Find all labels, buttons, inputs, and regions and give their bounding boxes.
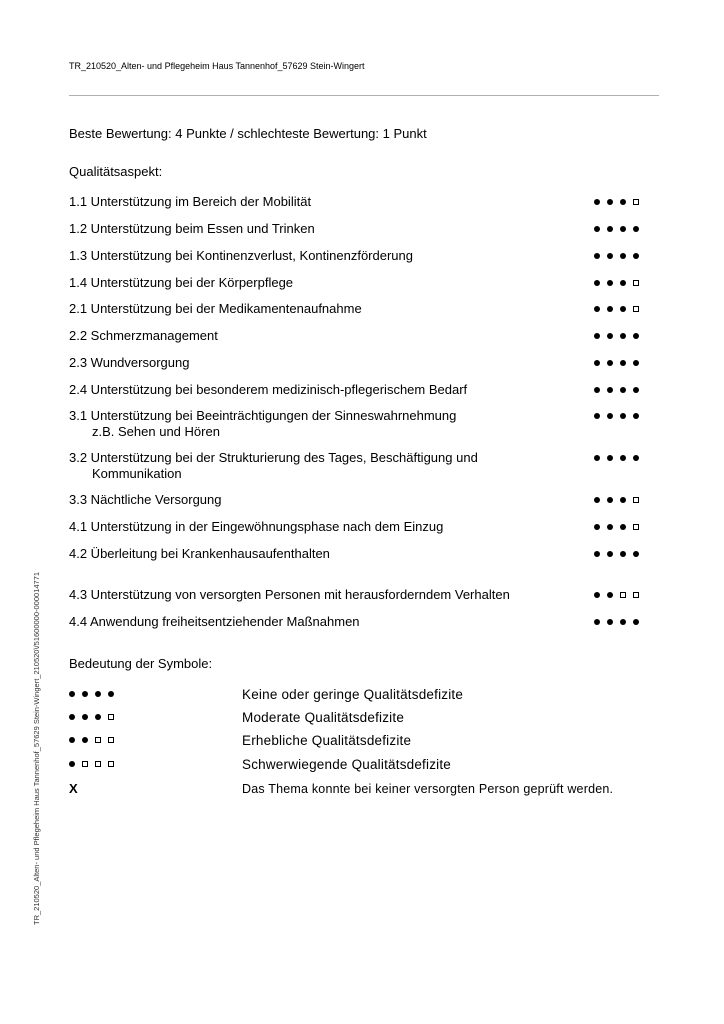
filled-dot-icon [607, 360, 613, 366]
filled-dot-icon [633, 551, 639, 557]
filled-dot-icon [607, 199, 613, 205]
filled-dot-icon [594, 306, 600, 312]
filled-dot-icon [594, 280, 600, 286]
quality-aspect-row [69, 221, 645, 237]
aspect-label: 4.3 Unterstützung von versorgten Personen mit herausforderndem Verhalten [69, 587, 510, 602]
legend-text: Schwerwiegende Qualitätsdefizite [242, 757, 452, 772]
filled-dot-icon [620, 280, 626, 286]
quality-aspect-row [69, 355, 645, 371]
aspect-label: 1.3 Unterstützung bei Kontinenzverlust, Kontinenzförderung [69, 248, 413, 263]
filled-dot-icon [633, 333, 639, 339]
filled-dot-icon [633, 387, 639, 393]
empty-square-icon [82, 761, 88, 767]
filled-dot-icon [594, 360, 600, 366]
rating-symbols [69, 714, 114, 720]
legend-row [69, 756, 669, 774]
rating-symbols [594, 275, 639, 291]
empty-square-icon [633, 592, 639, 598]
filled-dot-icon [82, 691, 88, 697]
aspect-label: 1.4 Unterstützung bei der Körperpflege [69, 275, 294, 290]
filled-dot-icon [594, 199, 600, 205]
document-header: TR_210520_Alten- und Pflegeheim Haus Tannenhof_57629 Stein-Wingert [69, 61, 365, 71]
rating-symbols [594, 355, 639, 371]
filled-dot-icon [594, 253, 600, 259]
aspect-label: 4.2 Überleitung bei Krankenhausaufenthalten [69, 546, 330, 561]
filled-dot-icon [69, 737, 75, 743]
filled-dot-icon [607, 592, 613, 598]
filled-dot-icon [594, 413, 600, 419]
aspect-label: 2.1 Unterstützung bei der Medikamentenaufnahme [69, 301, 362, 316]
legend-row [69, 732, 669, 750]
legend-row [69, 686, 669, 704]
aspect-label: 1.1 Unterstützung im Bereich der Mobilität [69, 194, 312, 209]
empty-square-icon [633, 306, 639, 312]
rating-symbols [594, 614, 639, 630]
quality-aspect-row [69, 519, 645, 535]
rating-symbols [594, 546, 639, 562]
rating-scale-text: Beste Bewertung: 4 Punkte / schlechteste Bewertung: 1 Punkt [69, 126, 427, 141]
aspect-label-continuation: z.B. Sehen und Hören [92, 424, 220, 439]
aspect-label: 2.3 Wundversorgung [69, 355, 190, 370]
aspect-label: 4.1 Unterstützung in der Eingewöhnungsphase nach dem Einzug [69, 519, 444, 534]
quality-aspect-row [69, 587, 645, 603]
legend-text: Das Thema konnte bei keiner versorgten Person geprüft werden. [242, 782, 614, 796]
filled-dot-icon [633, 619, 639, 625]
filled-dot-icon [633, 253, 639, 259]
quality-aspect-row [69, 194, 645, 210]
filled-dot-icon [594, 387, 600, 393]
rating-symbols [69, 691, 114, 697]
aspect-label: 3.1 Unterstützung bei Beeinträchtigungen der Sinneswahrnehmung [69, 408, 457, 423]
rating-symbols [594, 248, 639, 264]
quality-aspect-row [69, 450, 645, 482]
filled-dot-icon [594, 619, 600, 625]
rating-symbols [69, 737, 114, 743]
filled-dot-icon [607, 333, 613, 339]
filled-dot-icon [95, 714, 101, 720]
legend-text: Erhebliche Qualitätsdefizite [242, 733, 412, 748]
header-divider [69, 95, 659, 96]
filled-dot-icon [607, 306, 613, 312]
quality-aspect-row [69, 492, 645, 508]
filled-dot-icon [620, 455, 626, 461]
rating-symbols [594, 492, 639, 508]
empty-square-icon [633, 524, 639, 530]
rating-symbols [594, 301, 639, 317]
empty-square-icon [633, 497, 639, 503]
x-symbol: X [69, 781, 78, 796]
quality-aspect-heading: Qualitätsaspekt: [69, 164, 163, 179]
quality-aspect-row [69, 382, 645, 398]
empty-square-icon [108, 714, 114, 720]
filled-dot-icon [620, 551, 626, 557]
filled-dot-icon [594, 226, 600, 232]
aspect-label-continuation: Kommunikation [92, 466, 182, 481]
filled-dot-icon [607, 455, 613, 461]
filled-dot-icon [108, 691, 114, 697]
side-reference-note: TR_210520_Alten- und Pflegeheim Haus Tannenhof_57629 Stein-Wingert_210520\/51600000-000014771 [32, 571, 41, 925]
rating-symbols [594, 519, 639, 535]
filled-dot-icon [620, 199, 626, 205]
quality-aspect-row [69, 614, 645, 630]
filled-dot-icon [69, 714, 75, 720]
empty-square-icon [108, 737, 114, 743]
filled-dot-icon [594, 592, 600, 598]
filled-dot-icon [633, 413, 639, 419]
empty-square-icon [95, 761, 101, 767]
empty-square-icon [620, 592, 626, 598]
quality-aspect-row [69, 546, 645, 562]
aspect-label: 3.2 Unterstützung bei der Strukturierung des Tages, Beschäftigung und [69, 450, 478, 465]
filled-dot-icon [633, 226, 639, 232]
quality-aspect-row [69, 408, 645, 440]
filled-dot-icon [607, 280, 613, 286]
filled-dot-icon [633, 455, 639, 461]
filled-dot-icon [69, 691, 75, 697]
legend-heading: Bedeutung der Symbole: [69, 656, 213, 671]
legend-text: Moderate Qualitätsdefizite [242, 710, 405, 725]
filled-dot-icon [620, 413, 626, 419]
legend-row-not-tested [69, 780, 669, 798]
aspect-label: 2.4 Unterstützung bei besonderem medizinisch-pflegerischem Bedarf [69, 382, 468, 397]
filled-dot-icon [82, 714, 88, 720]
filled-dot-icon [620, 524, 626, 530]
filled-dot-icon [594, 497, 600, 503]
empty-square-icon [108, 761, 114, 767]
filled-dot-icon [607, 551, 613, 557]
filled-dot-icon [620, 497, 626, 503]
rating-symbols [594, 194, 639, 210]
filled-dot-icon [607, 387, 613, 393]
filled-dot-icon [607, 524, 613, 530]
filled-dot-icon [607, 226, 613, 232]
legend-row [69, 709, 669, 727]
quality-aspect-row [69, 328, 645, 344]
aspect-label: 4.4 Anwendung freiheitsentziehender Maßnahmen [69, 614, 360, 629]
filled-dot-icon [607, 253, 613, 259]
filled-dot-icon [594, 455, 600, 461]
filled-dot-icon [607, 413, 613, 419]
filled-dot-icon [69, 761, 75, 767]
quality-aspect-row [69, 248, 645, 264]
rating-symbols [594, 587, 639, 603]
rating-symbols [594, 408, 639, 424]
filled-dot-icon [620, 306, 626, 312]
filled-dot-icon [95, 691, 101, 697]
filled-dot-icon [594, 524, 600, 530]
rating-symbols [594, 221, 639, 237]
filled-dot-icon [620, 360, 626, 366]
rating-symbols [594, 382, 639, 398]
legend-text: Keine oder geringe Qualitätsdefizite [242, 687, 464, 702]
filled-dot-icon [620, 253, 626, 259]
empty-square-icon [95, 737, 101, 743]
filled-dot-icon [594, 333, 600, 339]
quality-aspect-row [69, 301, 645, 317]
filled-dot-icon [607, 497, 613, 503]
empty-square-icon [633, 199, 639, 205]
empty-square-icon [633, 280, 639, 286]
filled-dot-icon [633, 360, 639, 366]
aspect-label: 3.3 Nächtliche Versorgung [69, 492, 222, 507]
aspect-label: 1.2 Unterstützung beim Essen und Trinken [69, 221, 315, 236]
aspect-label: 2.2 Schmerzmanagement [69, 328, 218, 343]
filled-dot-icon [620, 619, 626, 625]
rating-symbols [594, 328, 639, 344]
filled-dot-icon [82, 737, 88, 743]
filled-dot-icon [594, 551, 600, 557]
quality-aspect-row [69, 275, 645, 291]
filled-dot-icon [620, 387, 626, 393]
rating-symbols [594, 450, 639, 466]
filled-dot-icon [620, 226, 626, 232]
rating-symbols [69, 761, 114, 767]
filled-dot-icon [620, 333, 626, 339]
filled-dot-icon [607, 619, 613, 625]
